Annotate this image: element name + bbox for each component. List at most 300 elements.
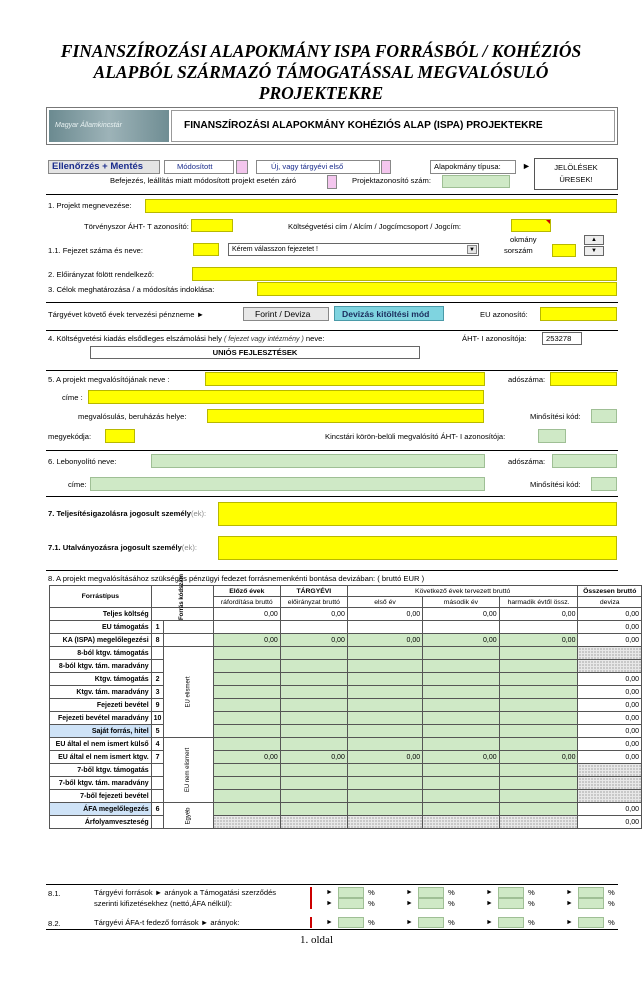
authorizer-field[interactable]	[218, 536, 617, 560]
ratio-percent-field[interactable]	[578, 917, 604, 928]
cell-value[interactable]	[423, 647, 499, 660]
cell-value[interactable]	[499, 790, 578, 803]
cell-value[interactable]	[499, 803, 578, 816]
objectives-label: 3. Célok meghatározása / a módosítás indoklása:	[48, 285, 215, 294]
table-row	[50, 673, 642, 686]
aht-i-label: ÁHT- I azonosítója:	[462, 334, 527, 343]
cell-value[interactable]	[280, 777, 347, 790]
appropriation-owner-label: 2. Előirányzat fölött rendelkező:	[48, 270, 154, 279]
percent-sign: %	[608, 899, 615, 908]
cell-value: 0,00	[578, 803, 642, 816]
project-id-label: Projektazonosító szám:	[352, 176, 431, 185]
row-label: KA (ISPA) megelőlegezési	[50, 634, 152, 647]
cell-value[interactable]	[213, 660, 280, 673]
coordinator-qualification-field[interactable]	[591, 477, 617, 491]
ratio-arrow-icon: ►	[486, 900, 493, 907]
header-year-2: második év	[423, 597, 499, 608]
header-current-year-sub: előirányzat bruttó	[280, 597, 347, 608]
table-row	[50, 764, 642, 777]
chapter-select[interactable]	[228, 243, 479, 256]
side-eu-not-recognized	[164, 738, 213, 803]
certifier-field[interactable]	[218, 502, 617, 526]
ratio-percent-field[interactable]	[338, 917, 364, 928]
doc-no-label-1: okmány	[510, 235, 537, 244]
cell-value	[578, 777, 642, 790]
cell-value[interactable]	[423, 738, 499, 751]
cell-value[interactable]	[423, 660, 499, 673]
chevron-down-icon[interactable]: ▼	[467, 245, 477, 254]
doc-no-stepper-down[interactable]: ▼	[584, 246, 604, 256]
cell-value[interactable]: 0,00	[280, 608, 347, 621]
ratio-percent-field[interactable]	[578, 887, 604, 898]
side-eu-recognized	[164, 647, 213, 738]
cell-value[interactable]	[423, 790, 499, 803]
cell-value[interactable]	[423, 712, 499, 725]
cell-value[interactable]	[499, 660, 578, 673]
header-total-sub: deviza	[578, 597, 642, 608]
page-number: 1. oldal	[300, 934, 333, 946]
cell-value[interactable]: 0,00	[347, 634, 422, 647]
row-label: 7-ből ktgv. tám. maradvány	[50, 777, 152, 790]
cell-value	[578, 647, 642, 660]
percent-sign: %	[448, 899, 455, 908]
cell-value[interactable]	[499, 712, 578, 725]
ratio-81-number: 8.1.	[48, 889, 61, 898]
row-code	[151, 660, 164, 673]
cell-value[interactable]	[347, 673, 422, 686]
ratio-arrow-icon: ►	[326, 889, 333, 896]
accounting-place-label-end: neve:	[303, 334, 325, 343]
cell-value[interactable]	[347, 712, 422, 725]
coordinator-name-field[interactable]	[151, 454, 485, 468]
cell-value[interactable]	[347, 738, 422, 751]
qualification-code-field[interactable]	[591, 409, 617, 423]
cell-value[interactable]: 0,00	[499, 608, 578, 621]
percent-sign: %	[528, 918, 535, 927]
percent-sign: %	[368, 899, 375, 908]
objectives-field[interactable]	[257, 282, 617, 296]
coordinator-name-label: 6. Lebonyolító neve:	[48, 457, 117, 466]
cell-value[interactable]	[499, 738, 578, 751]
table-row	[50, 725, 642, 738]
cell-value[interactable]	[213, 673, 280, 686]
row-label: 7-ből fejezeti bevétel	[50, 790, 152, 803]
row-label: EU támogatás	[50, 621, 152, 634]
table-row	[50, 751, 642, 764]
chapter-no-field[interactable]	[193, 243, 219, 256]
certifier-label-text: 7. Teljesítésigazolásra jogosult személy	[48, 509, 191, 518]
eu-id-label: EU azonosító:	[480, 310, 528, 319]
modified-checkbox[interactable]	[164, 160, 234, 174]
cell-value: 0,00	[578, 699, 642, 712]
table-row	[50, 816, 642, 829]
side-other-text: Egyéb	[185, 806, 192, 825]
financing-table-body	[50, 608, 642, 829]
implementer-name-field[interactable]	[205, 372, 485, 386]
type-box	[430, 160, 516, 174]
cell-value[interactable]	[280, 660, 347, 673]
coordinator-address-label: címe:	[68, 480, 87, 489]
table-row	[50, 621, 642, 634]
section-4	[46, 330, 618, 362]
cell-value[interactable]	[213, 738, 280, 751]
treasury-implementer-field[interactable]	[538, 429, 566, 443]
cell-value[interactable]	[499, 621, 578, 634]
divider	[46, 450, 618, 451]
cell-value[interactable]	[499, 673, 578, 686]
accounting-place-value: UNIÓS FEJLESZTÉSEK	[212, 348, 298, 357]
flags-status-line-2: ÜRESEK!	[559, 175, 593, 184]
cell-value[interactable]: 0,00	[213, 608, 280, 621]
address-field[interactable]	[88, 390, 484, 404]
cell-value[interactable]: 0,00	[280, 751, 347, 764]
cell-value[interactable]	[499, 764, 578, 777]
cell-value[interactable]	[499, 725, 578, 738]
closure-label: Befejezés, leállítás miatt módosított projekt esetén záró	[110, 176, 297, 185]
cell-value[interactable]	[423, 699, 499, 712]
modified-label: Módosított	[177, 162, 213, 171]
row-code: 1	[151, 621, 164, 634]
tax-no-label: adószáma:	[508, 375, 546, 384]
coordinator-qualification-label: Minősítési kód:	[530, 480, 581, 489]
ratio-row-marker	[308, 887, 312, 898]
row-label: Fejezeti bevétel	[50, 699, 152, 712]
header-next-years: Következő évek tervezett bruttó	[347, 586, 578, 597]
cell-value[interactable]	[423, 673, 499, 686]
cell-value[interactable]: 0,00	[423, 608, 499, 621]
percent-sign: %	[448, 888, 455, 897]
cell-value[interactable]: 0,00	[347, 608, 422, 621]
row-code	[151, 816, 164, 829]
ratio-percent-field[interactable]	[338, 887, 364, 898]
table-row	[50, 608, 642, 621]
currency-toggle-button[interactable]	[243, 307, 329, 321]
cell-value[interactable]	[499, 777, 578, 790]
aht-i-value: 253278	[546, 334, 572, 343]
cell-value[interactable]	[213, 777, 280, 790]
aht-t-field[interactable]	[191, 219, 233, 232]
percent-sign: %	[368, 888, 375, 897]
appropriation-owner-field[interactable]	[192, 267, 617, 281]
ratio-percent-field[interactable]	[338, 898, 364, 909]
cell-value[interactable]: 0,00	[347, 751, 422, 764]
banner-title-box	[171, 110, 615, 142]
comment-marker	[546, 220, 550, 224]
cell-value[interactable]: 0,00	[423, 634, 499, 647]
new-year-checkbox[interactable]	[256, 160, 380, 174]
flags-status-line-1: JELÖLÉSEK	[554, 163, 598, 172]
ratio-row-marker	[308, 917, 312, 928]
cell-value[interactable]	[280, 725, 347, 738]
authorizer-label	[48, 543, 197, 553]
cell-value[interactable]	[280, 816, 347, 829]
ratio-81-label-1: Tárgyévi források ► arányok a Támogatási szerződés	[94, 888, 277, 897]
chapter-label: 1.1. Fejezet száma és neve:	[48, 246, 143, 255]
cell-value[interactable]	[423, 764, 499, 777]
cell-value[interactable]: 0,00	[280, 634, 347, 647]
ratio-percent-field[interactable]	[498, 887, 524, 898]
currency-mode-label: Devizás kitöltési mód	[342, 309, 430, 319]
county-code-field[interactable]	[105, 429, 135, 443]
cell-value[interactable]	[423, 621, 499, 634]
certifier-label	[48, 509, 206, 519]
cell-value[interactable]	[347, 686, 422, 699]
row-label: EU által el nem ismert külső	[50, 738, 152, 751]
authorizer-label-suffix: (ek):	[181, 543, 197, 552]
cell-value[interactable]	[280, 647, 347, 660]
cell-value[interactable]	[213, 803, 280, 816]
ratio-percent-field[interactable]	[578, 898, 604, 909]
accounting-place-label	[48, 334, 324, 345]
header-prev-years: Előző évek	[213, 586, 280, 597]
table-row	[50, 699, 642, 712]
side-other	[164, 803, 213, 829]
row-label: Árfolyamveszteség	[50, 816, 152, 829]
ratio-percent-field[interactable]	[418, 917, 444, 928]
cell-value: 0,00	[578, 725, 642, 738]
table-row	[50, 790, 642, 803]
document-title-line-1: FINANSZÍROZÁSI ALAPOKMÁNY ISPA FORRÁSBÓL / KOHÉZIÓS	[60, 41, 582, 61]
cell-value[interactable]	[347, 764, 422, 777]
row-label: Fejezeti bevétel maradvány	[50, 712, 152, 725]
flags-status-box	[534, 158, 618, 190]
row-code: 3	[151, 686, 164, 699]
check-save-button[interactable]	[48, 160, 160, 174]
ratio-arrow-icon: ►	[566, 889, 573, 896]
cell-value[interactable]	[213, 725, 280, 738]
ratio-percent-field[interactable]	[498, 898, 524, 909]
table-row	[50, 647, 642, 660]
coordinator-tax-no-field[interactable]	[552, 454, 617, 468]
cell-value: 0,00	[578, 751, 642, 764]
row-code: 4	[151, 738, 164, 751]
county-code-label: megyekódja:	[48, 432, 92, 441]
percent-sign: %	[608, 888, 615, 897]
cell-value: 0,00	[578, 608, 642, 621]
doc-no-field[interactable]	[552, 244, 576, 257]
table-row	[50, 803, 642, 816]
cell-value[interactable]	[280, 621, 347, 634]
type-label: Alapokmány típusa:	[434, 162, 501, 171]
aht-t-label: Törvényszor ÁHT- T azonosító:	[84, 222, 189, 231]
cell-value[interactable]	[280, 790, 347, 803]
cell-value[interactable]	[423, 686, 499, 699]
ratio-arrow-icon: ►	[326, 900, 333, 907]
cell-value[interactable]	[280, 686, 347, 699]
ratio-percent-field[interactable]	[418, 887, 444, 898]
table-row	[50, 660, 642, 673]
ratio-82-label: Tárgyévi ÁFA-t fedező források ► arányok:	[94, 918, 240, 927]
cell-value: 0,00	[578, 712, 642, 725]
coordinator-address-field[interactable]	[90, 477, 485, 491]
ratio-82-number: 8.2.	[48, 919, 61, 928]
cell-value[interactable]	[280, 712, 347, 725]
cell-value[interactable]	[213, 816, 280, 829]
cell-value[interactable]	[213, 686, 280, 699]
location-label: megvalósulás, beruházás helye:	[78, 412, 187, 421]
currency-toggle-label: Forint / Deviza	[255, 309, 311, 319]
budget-title-field[interactable]	[511, 219, 551, 232]
cell-value[interactable]: 0,00	[213, 634, 280, 647]
new-year-flag[interactable]	[381, 160, 391, 174]
row-code: 5	[151, 725, 164, 738]
header-year-1: első év	[347, 597, 422, 608]
divider	[46, 302, 618, 303]
cell-value[interactable]	[213, 790, 280, 803]
cell-value[interactable]	[347, 699, 422, 712]
row-label: 7-ből ktgv. támogatás	[50, 764, 152, 777]
row-label: Ktgv. támogatás	[50, 673, 152, 686]
accounting-place-label-text: 4. Költségvetési kiadás elsődleges elszámolási hely	[48, 334, 225, 343]
cell-value[interactable]	[347, 621, 422, 634]
cell-value[interactable]	[347, 816, 422, 829]
cell-value[interactable]	[213, 764, 280, 777]
cell-value[interactable]	[423, 777, 499, 790]
cell-value[interactable]	[423, 803, 499, 816]
cell-value[interactable]	[347, 647, 422, 660]
ratio-arrow-icon: ►	[326, 919, 333, 926]
cell-value[interactable]	[499, 647, 578, 660]
side-eu-not-recognized-text: EU nem elismert	[185, 747, 192, 793]
side-eu-recognized-text: EU elismert	[185, 676, 192, 708]
qualification-code-label: Minősítési kód:	[530, 412, 581, 421]
closure-flag[interactable]	[327, 175, 337, 189]
doc-no-label-2: sorszám	[504, 246, 533, 255]
row-code	[151, 790, 164, 803]
divider	[46, 194, 618, 195]
check-save-label: Ellenőrzés + Mentés	[52, 161, 144, 172]
table-row	[50, 686, 642, 699]
divider	[46, 496, 618, 497]
cell-value	[578, 790, 642, 803]
ratio-row-marker	[308, 898, 312, 909]
accounting-place-field[interactable]	[90, 346, 420, 359]
cell-value[interactable]	[499, 686, 578, 699]
project-name-field[interactable]	[145, 199, 617, 213]
divider	[46, 370, 618, 371]
header-source-code-text: Forrás kódszám	[179, 573, 186, 620]
ratio-arrow-icon: ►	[566, 919, 573, 926]
cell-value[interactable]: 0,00	[499, 634, 578, 647]
document-title-line-2: ALAPBÓL SZÁRMAZÓ TÁMOGATÁSSAL MEGVALÓSULÓ	[93, 62, 549, 82]
table-row	[50, 712, 642, 725]
budget-title-label: Költségvetési cím / Alcím / Jogcímcsoport / Jogcím:	[288, 222, 462, 231]
cell-value[interactable]: 0,00	[499, 751, 578, 764]
ratio-arrow-icon: ►	[406, 919, 413, 926]
cell-value[interactable]	[499, 816, 578, 829]
banner	[46, 107, 618, 145]
cell-value[interactable]	[213, 647, 280, 660]
cell-value[interactable]: 0,00	[213, 751, 280, 764]
percent-sign: %	[528, 888, 535, 897]
ratio-arrow-icon: ►	[566, 900, 573, 907]
cell-value[interactable]	[280, 738, 347, 751]
row-code	[151, 764, 164, 777]
percent-sign: %	[608, 918, 615, 927]
row-label: Teljes költség	[50, 608, 152, 621]
cell-value[interactable]: 0,00	[423, 751, 499, 764]
cell-value[interactable]	[347, 790, 422, 803]
aht-i-field[interactable]	[542, 332, 582, 345]
cell-value[interactable]	[280, 803, 347, 816]
type-arrow-icon: ►	[522, 161, 531, 171]
row-label: 8-ból ktgv. tám. maradvány	[50, 660, 152, 673]
cell-value[interactable]	[347, 777, 422, 790]
header-year-3: harmadik évtől össz.	[499, 597, 578, 608]
ratio-percent-field[interactable]	[498, 917, 524, 928]
cell-value[interactable]	[280, 699, 347, 712]
table-row	[50, 738, 642, 751]
doc-no-stepper-up[interactable]: ▲	[584, 235, 604, 245]
row-side	[164, 621, 213, 634]
row-code: 10	[151, 712, 164, 725]
percent-sign: %	[448, 918, 455, 927]
cell-value: 0,00	[578, 673, 642, 686]
header-source-type: Forrástípus	[50, 586, 152, 608]
cell-value[interactable]	[347, 725, 422, 738]
location-field[interactable]	[207, 409, 484, 423]
project-id-field[interactable]	[442, 175, 510, 188]
ratio-arrow-icon: ►	[486, 889, 493, 896]
certifier-label-suffix: (ek):	[190, 509, 207, 518]
header-total: Összesen bruttó	[578, 586, 642, 597]
cell-value[interactable]	[423, 725, 499, 738]
ratio-81-label-2: szerinti kifizetésekhez (nettó,ÁFA nélkül):	[94, 899, 233, 908]
cell-value[interactable]	[347, 660, 422, 673]
cell-value[interactable]	[280, 764, 347, 777]
row-code: 8	[151, 634, 164, 647]
cell-value[interactable]	[280, 673, 347, 686]
cell-value[interactable]	[347, 803, 422, 816]
row-label: EU által el nem ismert ktgv.	[50, 751, 152, 764]
ratio-arrow-icon: ►	[406, 889, 413, 896]
cell-value: 0,00	[578, 621, 642, 634]
cell-value	[578, 764, 642, 777]
cell-value: 0,00	[578, 738, 642, 751]
financing-table-title: 8. A projekt megvalósításához szükséges pénzügyi fedezet forrásnemenkénti bontása devizában: ( bruttó EUR )	[48, 574, 425, 583]
row-label: 8-ból ktgv. támogatás	[50, 647, 152, 660]
eu-id-field[interactable]	[540, 307, 617, 321]
cell-value[interactable]	[213, 699, 280, 712]
cell-value[interactable]	[423, 816, 499, 829]
ratio-percent-field[interactable]	[418, 898, 444, 909]
ratio-arrow-icon: ►	[486, 919, 493, 926]
cell-value[interactable]	[499, 699, 578, 712]
cell-value[interactable]	[213, 712, 280, 725]
cell-value[interactable]	[213, 621, 280, 634]
ratios-section	[46, 884, 618, 930]
percent-sign: %	[528, 899, 535, 908]
row-label: Saját forrás, hitel	[50, 725, 152, 738]
document-title-line-3: PROJEKTEKRE	[258, 83, 384, 103]
row-code: 6	[151, 803, 164, 816]
currency-label: Tárgyévet követő évek tervezési pénzneme ►	[48, 310, 205, 319]
implementer-name-label: 5. A projekt megvalósítójának neve :	[48, 375, 170, 384]
header-source-code	[151, 573, 213, 620]
modified-flag[interactable]	[236, 160, 248, 174]
ratio-arrow-icon: ►	[406, 900, 413, 907]
cell-value: 0,00	[578, 816, 642, 829]
row-label: Ktgv. tám. maradvány	[50, 686, 152, 699]
tax-no-field[interactable]	[550, 372, 617, 386]
percent-sign: %	[368, 918, 375, 927]
row-side	[164, 634, 213, 647]
new-year-label: Új, vagy tárgyévi első	[271, 162, 344, 171]
banner-title: FINANSZÍROZÁSI ALAPOKMÁNY KOHÉZIÓS ALAP (ISPA) PROJEKTEKRE	[184, 120, 543, 131]
divider	[46, 570, 618, 571]
authorizer-label-text: 7.1. Utalványozásra jogosult személy	[48, 543, 182, 552]
row-code: 2	[151, 673, 164, 686]
